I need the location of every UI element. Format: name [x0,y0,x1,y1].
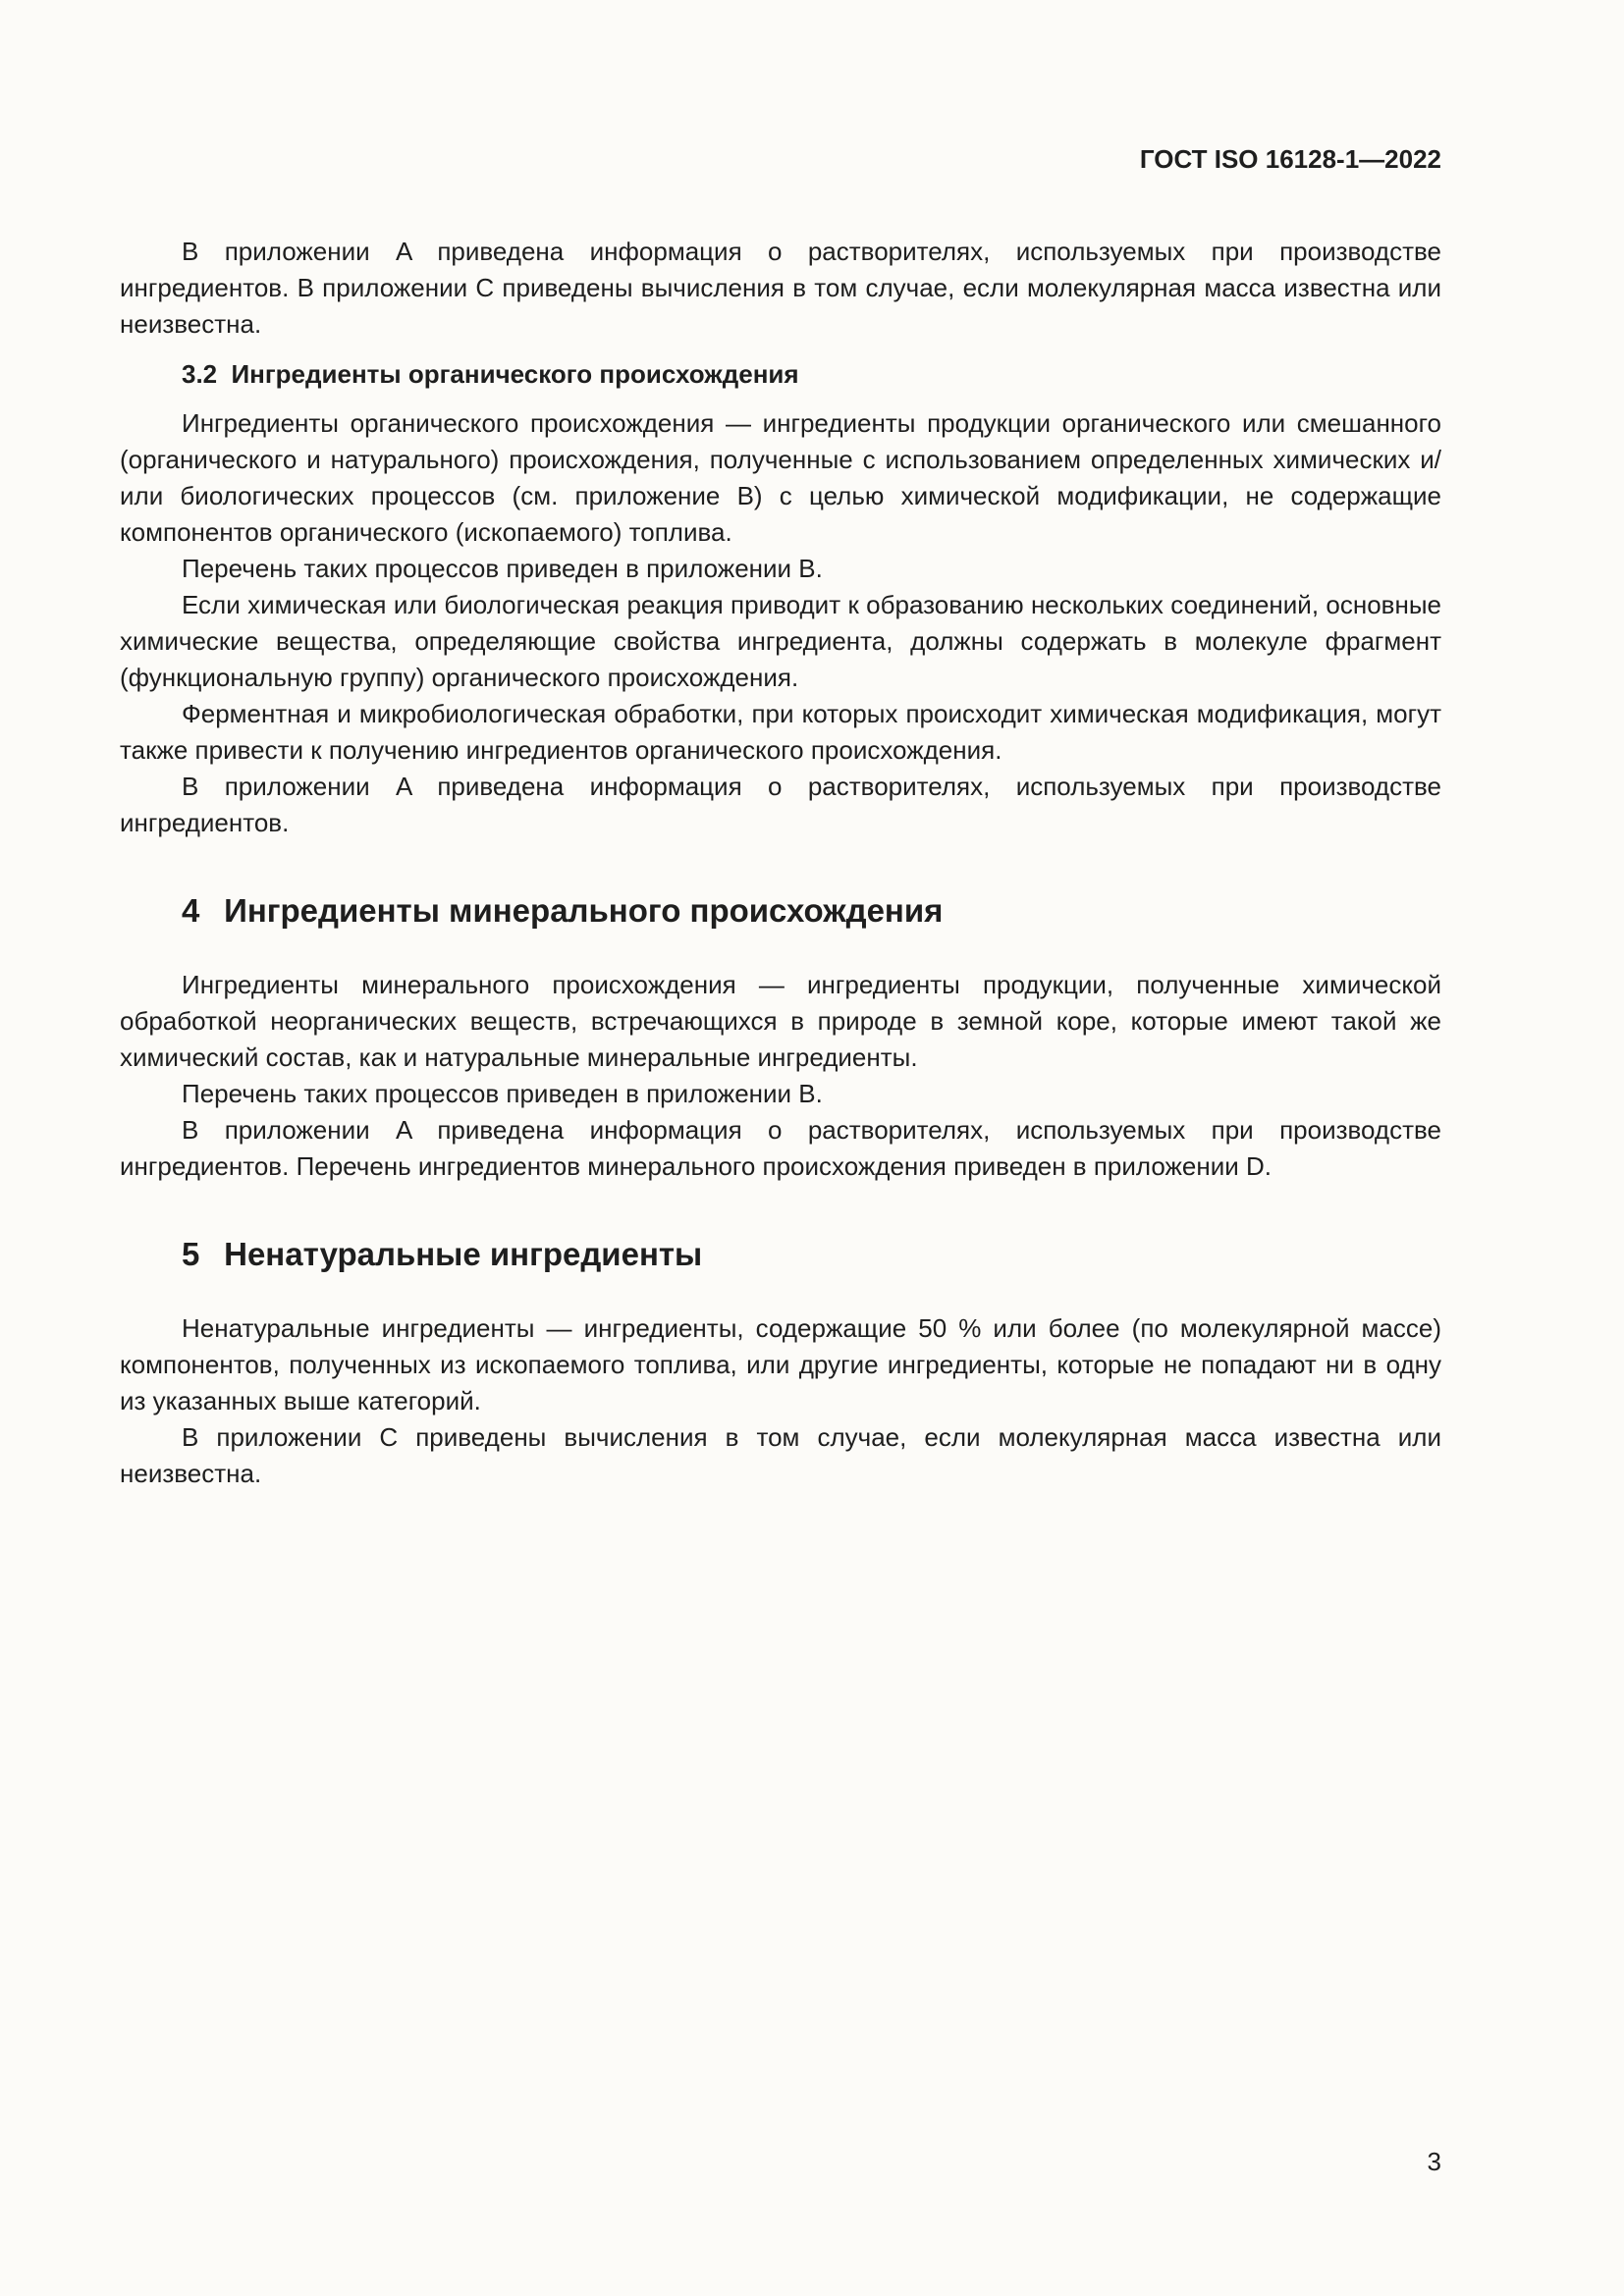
paragraph: Ненатуральные ингредиенты — ингредиенты, содержащие 50 % или более (по молекулярной массе) компонентов, полученных из ископаемого топлива, или другие ингредиенты, которые не попадают ни в одну из указанных выше категорий. [120,1313,1441,1415]
document-content [120,234,1441,1492]
section-title: Ингредиенты органического происхождения [231,359,799,389]
paragraph: В приложении C приведены вычисления в том случае, если молекулярная масса известна или неизвестна. [120,1422,1441,1488]
section-5-heading [120,1234,1441,1275]
section-3-2-heading [120,358,1441,390]
page-number: 3 [1427,2147,1441,2176]
page-header [120,143,1441,175]
section-number: 3.2 [182,359,218,389]
document-code: ГОСТ ISO 16128-1—2022 [1139,144,1441,174]
section-number: 4 [182,892,200,929]
paragraph: В приложении A приведена информация о растворителях, используемых при производстве ингредиентов. [120,772,1441,837]
page-footer [1428,2147,1441,2176]
paragraph: В приложении A приведена информация о растворителях, используемых при производстве ингредиентов. В приложении C приведены вычисления в том случае, если молекулярная масса известна или неизвестна. [120,237,1441,339]
paragraph: Перечень таких процессов приведен в приложении B. [182,554,823,583]
paragraph: Ингредиенты минерального происхождения — ингредиенты продукции, полученные химической обработкой неорганических веществ, встречающихся в природе в земной коре, которые имеют такой же химический состав, как и натуральные минеральные ингредиенты. [120,970,1441,1072]
paragraph: Перечень таких процессов приведен в приложении B. [182,1079,823,1108]
paragraph: Ферментная и микробиологическая обработки, при которых происходит химическая модификация, могут также привести к получению ингредиентов органического происхождения. [120,699,1441,765]
paragraph: Ингредиенты органического происхождения — ингредиенты продукции органического или смешанного (органического и натурального) происхождения, полученные с использованием определенных химических и/или биологических процессов (см. приложение B) с целью химической модификации, не содержащие компонентов органического (ископаемого) топлива. [120,408,1441,547]
section-4-heading [120,890,1441,932]
section-title: Ненатуральные ингредиенты [224,1236,703,1272]
section-title: Ингредиенты минерального происхождения [224,892,944,929]
paragraph: Если химическая или биологическая реакция приводит к образованию нескольких соединений, основные химические вещества, определяющие свойства ингредиента, должны содержать в молекуле фрагмент (функциональную группу) органического происхождения. [120,590,1441,692]
section-number: 5 [182,1236,200,1272]
paragraph: В приложении A приведена информация о растворителях, используемых при производстве ингредиентов. Перечень ингредиентов минерального происхождения приведен в приложении D. [120,1115,1441,1181]
